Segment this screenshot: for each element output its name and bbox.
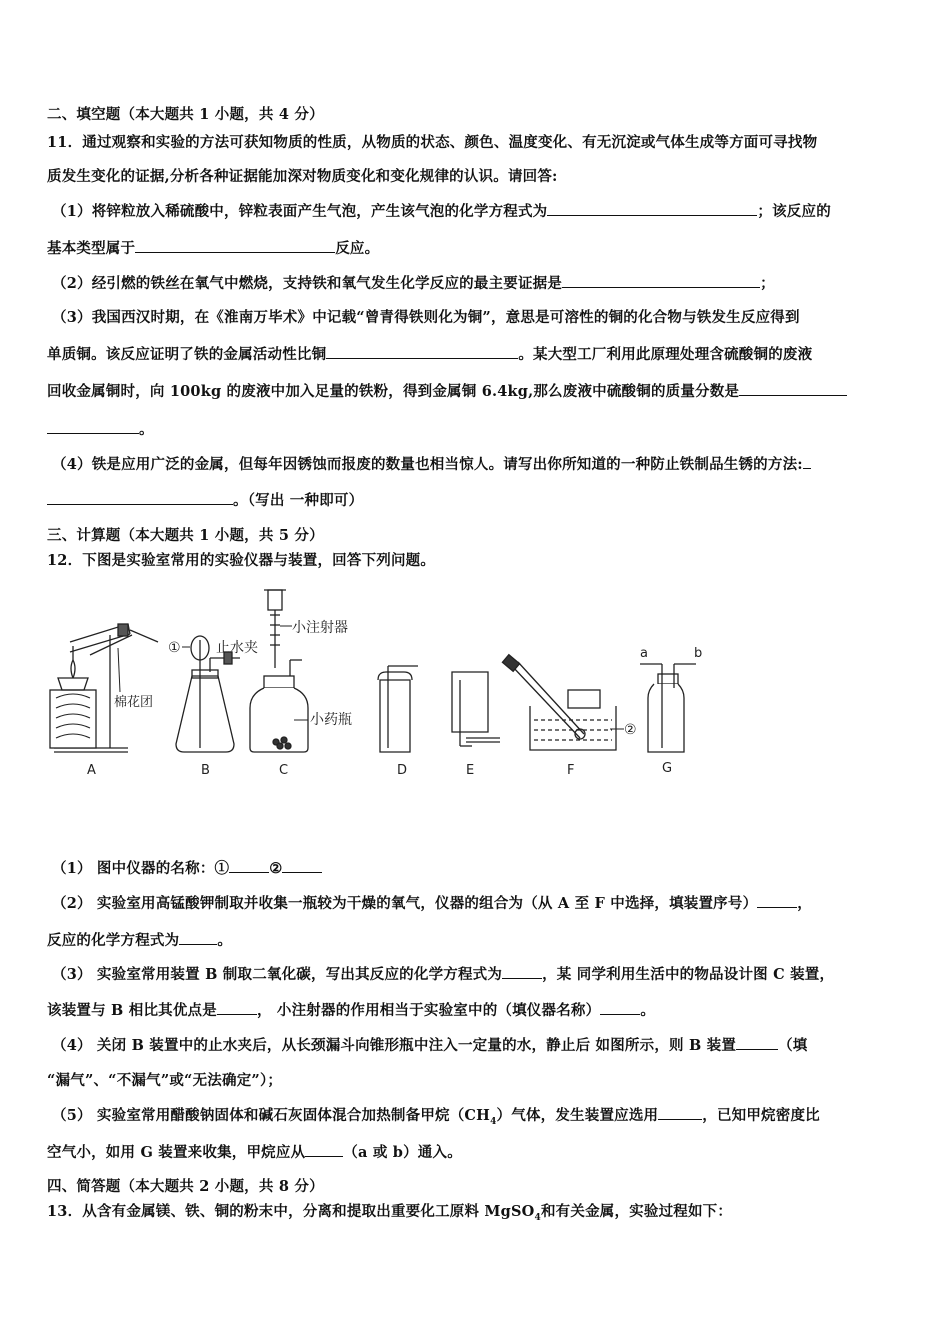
q11-part3-line-4: 。 [47,418,154,439]
apparatus-label-e: E [466,763,475,778]
label-syringe: 小注射器 [292,620,348,636]
apparatus-c [250,590,308,752]
label-circle-1: ① [168,640,181,656]
apparatus-label-d: D [397,763,408,778]
label-vial: 小药瓶 [310,712,352,728]
label-b: b [694,646,703,661]
answer-blank[interactable] [803,454,811,469]
answer-blank[interactable] [229,858,269,873]
section-3-heading: 三、计算题（本大题共 1 小题，共 5 分） [47,527,324,544]
section-2-heading: 二、填空题（本大题共 1 小题，共 4 分） [47,106,324,123]
q12-part3-line: （3） 实验室常用装置 B 制取二氧化碳，写出其反应的化学方程式为 ，某 同学利用生活中的物品设计图 C 装置， [52,966,835,983]
apparatus-a [50,624,158,752]
apparatus-d [378,666,418,752]
q12-part2-line-2: 反应的化学方程式为 。 [47,932,233,949]
answer-blank[interactable] [217,1000,257,1015]
answer-blank[interactable] [736,1035,778,1050]
answer-blank[interactable] [47,490,233,505]
apparatus-f [502,655,616,750]
q11-part2-line: （2）经引燃的铁丝在氧气中燃烧，支持铁和氧气发生化学反应的最主要证据是 ； [52,275,775,292]
answer-blank[interactable] [502,964,542,979]
q12-part4-line: （4） 关闭 B 装置中的止水夹后，从长颈漏斗向锥形瓶中注入一定量的水，静止后 如图所示，则 B 装置 （填 [52,1037,808,1054]
section-4-heading: 四、简答题（本大题共 2 小题，共 8 分） [47,1178,324,1195]
label-cotton: 棉花团 [114,695,154,710]
apparatus-label-b: B [201,763,210,778]
label-circle-2: ② [624,722,637,738]
answer-blank[interactable] [562,273,760,288]
q11-part3-line-2: 单质铜。该反应证明了铁的金属活动性比铜 。某大型工厂利用此原理处理含硫酸铜的废液 [47,346,813,363]
apparatus-label-g: G [662,761,673,776]
apparatus-e [452,672,500,746]
q11-intro-line-2: 质发生变化的证据,分析各种证据能加深对物质变化和变化规律的认识。请回答: [47,168,558,185]
answer-blank[interactable] [600,1000,640,1015]
answer-blank[interactable] [658,1105,702,1120]
apparatus-label-a: A [87,763,96,778]
answer-blank[interactable] [547,201,757,216]
q12-part2-line: （2） 实验室用高锰酸钾制取并收集一瓶较为干燥的氧气，仪器的组合为（从 A 至 F 中选择，填装置序号） ， [52,895,812,912]
q11-part1-line: （1）将锌粒放入稀硫酸中，锌粒表面产生气泡，产生该气泡的化学方程式为 ；该反应的 [52,203,831,220]
q12-part4-line-2: “漏气”、“不漏气”或“无法确定”）； [47,1072,283,1089]
q11-part4-line-1: （4）铁是应用广泛的金属，但每年因锈蚀而报废的数量也相当惊人。请写出你所知道的一种防止铁制品生锈的方法: [52,453,811,474]
answer-blank[interactable] [135,238,335,253]
answer-blank[interactable] [326,344,518,359]
answer-blank[interactable] [757,893,797,908]
q12-part5-line-2: 空气小，如用 G 装置来收集，甲烷应从 （a 或 b）通入。 [47,1144,462,1161]
q11-part3-line-1: （3）我国西汉时期，在《淮南万毕术》中记载“曾青得铁则化为铜”，意思是可溶性的铜的化合物与铁发生反应得到 [52,309,800,326]
q11-part4-line-2: 。（写出 一种即可） [47,489,363,510]
q11-part3-line-3: 回收金属铜时，向 100kg 的废液中加入足量的铁粉，得到金属铜 6.4kg,那么废液中硫酸铜的质量分数是 [47,380,847,401]
q12-part1-line: （1） 图中仪器的名称：① ② [52,857,322,878]
apparatus-figure [40,580,740,795]
apparatus-g [640,664,696,752]
q11-part1-line-2: 基本类型属于 反应。 [47,240,380,257]
answer-blank[interactable] [47,419,139,434]
label-a: a [640,646,648,661]
answer-blank[interactable] [179,930,217,945]
q12-part5-line: （5） 实验室常用醋酸钠固体和碱石灰固体混合加热制备甲烷$(CH_4)$气体，发生装置应选用 ，已知甲烷密度比 [52,1107,820,1127]
answer-blank[interactable] [739,381,847,396]
apparatus-label-c: C [279,763,289,778]
q11-intro-line-1: 11．通过观察和实验的方法可获知物质的性质，从物质的状态、颜色、温度变化、有无沉淀或气体生成等方面可寻找物 [47,134,818,151]
q12-part3-line-2: 该装置与 B 相比其优点是 ， 小注射器的作用相当于实验室中的（填仪器名称） 。 [47,1002,656,1019]
q12-intro: 12．下图是实验室常用的实验仪器与装置，回答下列问题。 [47,552,436,569]
apparatus-label-f: F [567,763,575,778]
label-clamp: 止水夹 [216,640,258,656]
q13-intro: 13．从含有金属镁、铁、铜的粉末中，分离和提取出重要化工原料 MgSO$_4$和有关金属，实验过程如下： [47,1203,733,1223]
answer-blank[interactable] [305,1142,343,1157]
answer-blank[interactable] [282,858,322,873]
